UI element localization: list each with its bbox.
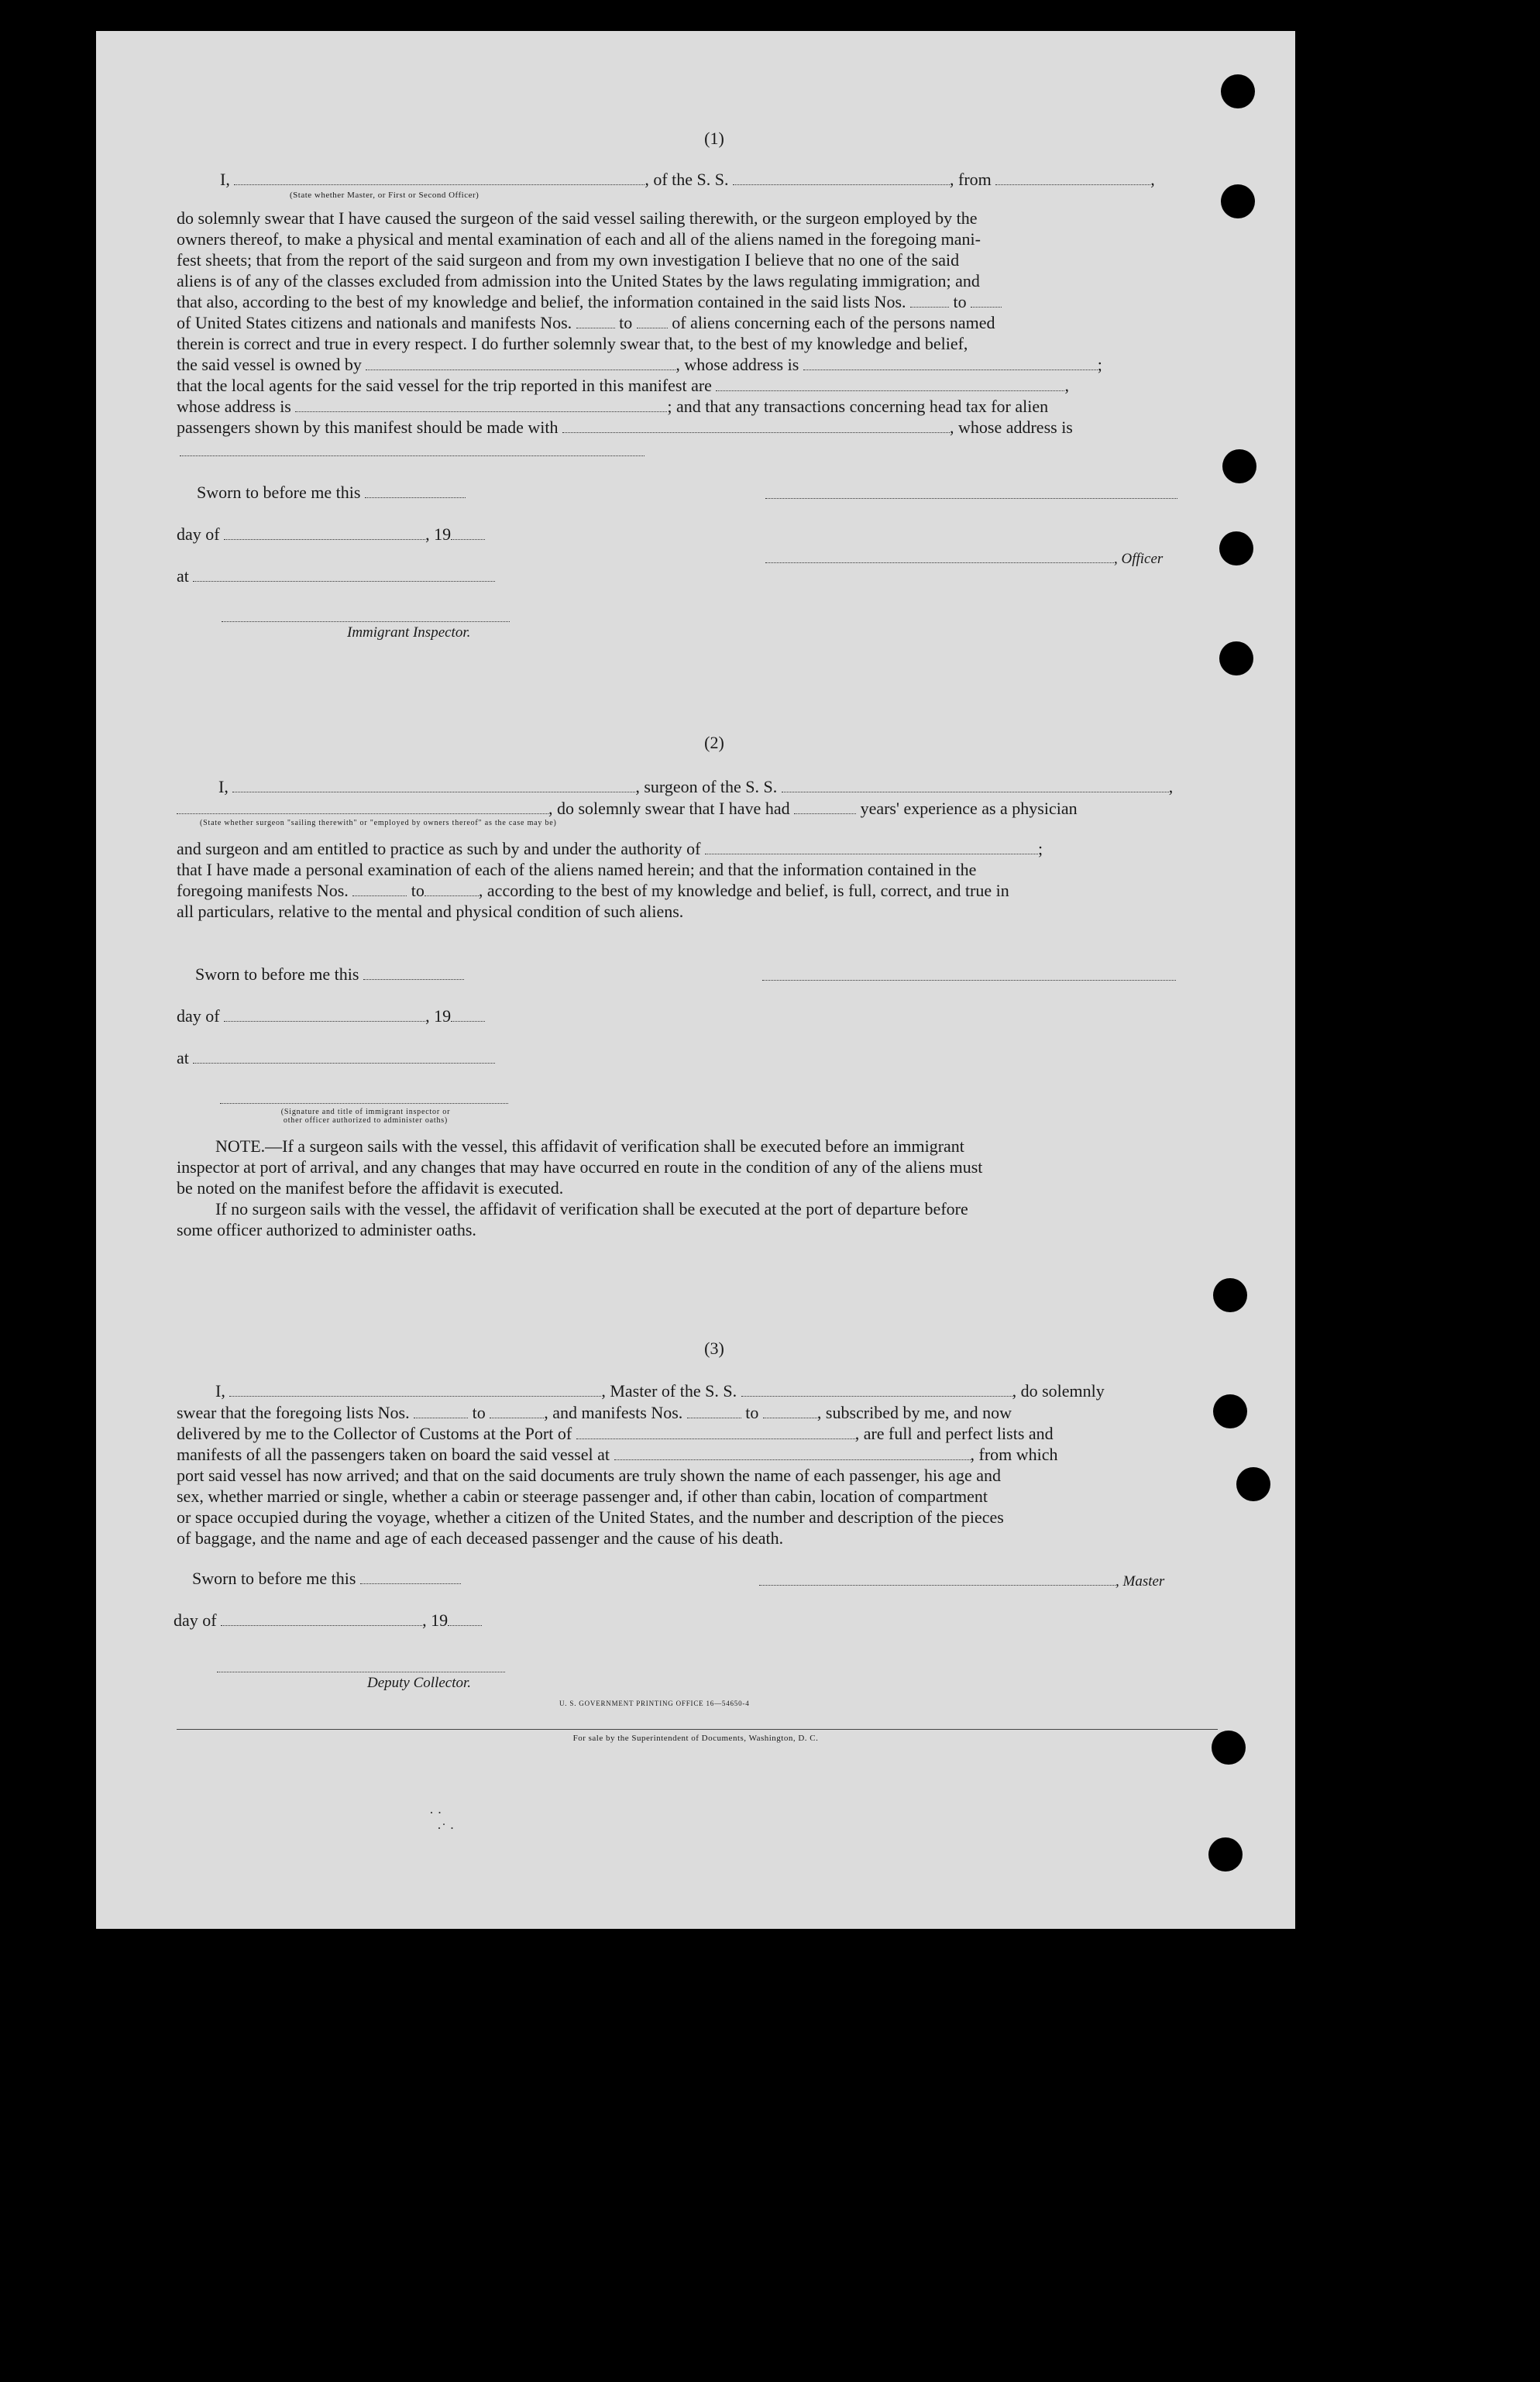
s1-owner-field[interactable] bbox=[366, 356, 675, 370]
s3-vessel-field[interactable] bbox=[741, 1382, 1012, 1397]
s1-body-line: passengers shown by this manifest should be made with bbox=[177, 418, 559, 437]
s1-manifest-from-field[interactable] bbox=[576, 314, 615, 328]
section-3-number: (3) bbox=[704, 1339, 724, 1358]
s3-day-of: day of , 19 bbox=[174, 1610, 482, 1631]
s2-at-field[interactable] bbox=[193, 1049, 495, 1064]
s1-at-field[interactable] bbox=[193, 567, 495, 582]
s1-month-field[interactable] bbox=[224, 525, 425, 540]
s2-manifest-from-field[interactable] bbox=[352, 882, 407, 896]
s1-body-line: owners thereof, to make a physical and mental examination of each and all of the aliens named in the foregoing mani- bbox=[177, 229, 981, 249]
s1-body-line: fest sheets; that from the report of the said surgeon and from my own investigation I believe that no one of the said bbox=[177, 250, 960, 270]
s1-intro-line: I, , of the S. S. , from , bbox=[220, 170, 1155, 189]
s2-intro-line-2: , do solemnly swear that I have had years' experience as a physician bbox=[177, 798, 1078, 819]
s2-body-line: foregoing manifests Nos. bbox=[177, 881, 349, 900]
s1-owner-address-field[interactable] bbox=[803, 356, 1098, 370]
s3-collector-label: Deputy Collector. bbox=[367, 1675, 472, 1691]
s1-inspector-label: Immigrant Inspector. bbox=[347, 624, 471, 641]
s2-signature-note: (Signature and title of immigrant inspector or other officer authorized to administer oaths) bbox=[280, 1108, 451, 1125]
s2-sailing-field[interactable] bbox=[177, 799, 548, 814]
s1-manifest-to-field[interactable] bbox=[637, 314, 668, 328]
ink-smudge: · · bbox=[429, 1805, 442, 1820]
s1-officer-note: (State whether Master, or First or Second Officer) bbox=[290, 191, 480, 200]
s2-note-line: NOTE.—If a surgeon sails with the vessel, this affidavit of verification shall be executed before an immigrant bbox=[215, 1136, 964, 1156]
s1-from-field[interactable] bbox=[995, 170, 1150, 185]
s1-body: do solemnly swear that I have caused the surgeon of the said vessel sailing therewith, or the surgeon employed by the owners thereof, to make a physical and mental examination of each and all of the aliens named in the foregoing mani- fest sheets; that from the report of the said surgeon and from my own investigation I believe that no one of the said aliens is of any of the classes excluded from admission into the United States by the laws regulating immigration; and that also, according to the best of my knowledge and belief, the information contained in the said lists Nos. to of United States citizens and nationals and manifests Nos. to of aliens concerning each of the persons named therein is correct and true in every respect. I do further solemnly swear that, to the best of my knowledge and belief, the said vessel is owned by , whose address is ; that the local agents for the said vessel for the trip reported in this manifest are , whose address is ; and that any transactions concerning head tax for alien passengers shown by this manifest should be made with , whose address is bbox=[177, 208, 1218, 438]
punch-hole bbox=[1222, 449, 1256, 483]
s1-body-line: whose address is bbox=[177, 397, 291, 416]
punch-hole bbox=[1219, 531, 1253, 565]
s3-intro-line: I, , Master of the S. S. , do solemnly bbox=[215, 1381, 1105, 1401]
s1-agents-address-field[interactable] bbox=[295, 397, 667, 412]
s1-agents-field[interactable] bbox=[716, 376, 1064, 391]
s2-body-line: all particulars, relative to the mental and physical condition of such aliens. bbox=[177, 902, 684, 921]
ink-smudge: ·˙ · bbox=[437, 1820, 455, 1836]
punch-hole bbox=[1236, 1467, 1270, 1501]
s2-surgeon-signature-line[interactable] bbox=[762, 980, 1176, 981]
s2-note-block bbox=[177, 1136, 1218, 1240]
s1-at: at bbox=[177, 565, 495, 586]
s2-vessel-field[interactable] bbox=[782, 778, 1169, 792]
s3-sworn: Sworn to before me this bbox=[192, 1568, 461, 1589]
s2-surgeon-note: (State whether surgeon "sailing therewith" or "employed by owners thereof" as the case may be) bbox=[200, 819, 557, 827]
s3-month-field[interactable] bbox=[221, 1611, 422, 1626]
s1-body-line: therein is correct and true in every respect. I do further solemnly swear that, to the best of my knowledge and belief, bbox=[177, 334, 968, 353]
s1-year-field[interactable] bbox=[451, 525, 485, 540]
s1-body-line: that also, according to the best of my knowledge and belief, the information contained in the said lists Nos. bbox=[177, 292, 906, 311]
s1-body-line: aliens is of any of the classes excluded from admission into the United States by the laws regulating immigration; and bbox=[177, 271, 980, 290]
s3-body-line: manifests of all the passengers taken on board the said vessel at bbox=[177, 1445, 610, 1464]
s3-year-field[interactable] bbox=[448, 1611, 482, 1626]
s1-day-of: day of , 19 bbox=[177, 524, 485, 545]
s1-officer-title-line: , Officer bbox=[765, 547, 1163, 569]
s1-head-tax-field[interactable] bbox=[562, 418, 950, 433]
section-2-number: (2) bbox=[704, 733, 724, 752]
s1-vessel-field[interactable] bbox=[733, 170, 950, 185]
s2-authority-field[interactable] bbox=[705, 840, 1038, 854]
s3-body-line: of baggage, and the name and age of each deceased passenger and the cause of his death. bbox=[177, 1528, 784, 1548]
s1-body-line: that the local agents for the said vessel for the trip reported in this manifest are bbox=[177, 376, 712, 395]
s3-manifest-from-field[interactable] bbox=[687, 1404, 741, 1418]
s3-body-line: port said vessel has now arrived; and that on the said documents are truly shown the name of each passenger, his age and bbox=[177, 1466, 1001, 1485]
s3-lists-from-field[interactable] bbox=[414, 1404, 468, 1418]
s1-lists-to-field[interactable] bbox=[971, 293, 1002, 308]
punch-hole bbox=[1213, 1278, 1247, 1312]
s2-sworn-day-field[interactable] bbox=[363, 965, 464, 980]
punch-hole bbox=[1213, 1394, 1247, 1428]
s2-surgeon-name-field[interactable] bbox=[232, 778, 635, 792]
s3-master-name-field[interactable] bbox=[229, 1382, 601, 1397]
s2-at: at bbox=[177, 1047, 495, 1068]
s2-intro-line: I, , surgeon of the S. S. , bbox=[218, 777, 1174, 796]
punch-hole bbox=[1221, 184, 1255, 218]
gpo-imprint: U. S. GOVERNMENT PRINTING OFFICE 16—54650-4 bbox=[559, 1700, 750, 1707]
s2-day-of: day of , 19 bbox=[177, 1005, 485, 1026]
s3-boarding-port-field[interactable] bbox=[614, 1445, 971, 1460]
s3-body-line: swear that the foregoing lists Nos. bbox=[177, 1403, 410, 1422]
s1-address-continuation-line[interactable] bbox=[180, 455, 645, 456]
section-1-number: (1) bbox=[704, 129, 724, 148]
s1-officer-name-field[interactable] bbox=[234, 170, 645, 185]
s3-body-line: or space occupied during the voyage, whether a citizen of the United States, and the number and description of the pieces bbox=[177, 1507, 1004, 1527]
sale-notice: For sale by the Superintendent of Documents, Washington, D. C. bbox=[572, 1734, 819, 1743]
s3-master-signature-field[interactable] bbox=[759, 1571, 1115, 1586]
s1-lists-from-field[interactable] bbox=[910, 293, 949, 308]
s2-sworn: Sworn to before me this bbox=[195, 964, 464, 985]
s3-body-line: sex, whether married or single, whether a cabin or steerage passenger and, if other than cabin, location of compartment bbox=[177, 1487, 988, 1506]
s1-body-line: of United States citizens and nationals and manifests Nos. bbox=[177, 313, 572, 332]
s1-body-line: do solemnly swear that I have caused the surgeon of the said vessel sailing therewith, or the surgeon employed by the bbox=[177, 208, 978, 228]
s3-lists-to-field[interactable] bbox=[490, 1404, 544, 1418]
s2-body-line: that I have made a personal examination of each of the aliens named herein; and that the information contained in the bbox=[177, 860, 977, 879]
s2-inspector-signature-line[interactable] bbox=[220, 1103, 508, 1104]
s2-year-field[interactable] bbox=[451, 1007, 485, 1022]
s2-years-field[interactable] bbox=[794, 799, 856, 814]
s1-inspector-signature-line[interactable] bbox=[222, 621, 510, 622]
punch-hole bbox=[1208, 1837, 1243, 1872]
punch-hole bbox=[1221, 74, 1255, 108]
s3-manifest-to-field[interactable] bbox=[763, 1404, 817, 1418]
s1-officer-title-field[interactable] bbox=[765, 548, 1114, 563]
s3-port-field[interactable] bbox=[576, 1425, 855, 1439]
s2-note-line: If no surgeon sails with the vessel, the affidavit of verification shall be executed at the port of departure before bbox=[215, 1199, 968, 1218]
s2-body-line: and surgeon and am entitled to practice as such by and under the authority of bbox=[177, 839, 701, 858]
s1-sworn: Sworn to before me this bbox=[197, 482, 466, 503]
document-page bbox=[96, 31, 1295, 1929]
s2-body: and surgeon and am entitled to practice as such by and under the authority of ; that I have made a personal examination of each of the aliens named herein; and that the information contained in the foregoing manifests Nos. to , according to the best of my knowledge and belief, is full, correct, and true in all particulars, relative to the mental and physical condition of such aliens. bbox=[177, 838, 1218, 922]
s2-manifest-to-field[interactable] bbox=[425, 882, 479, 896]
s3-sworn-day-field[interactable] bbox=[360, 1569, 461, 1584]
s3-body: swear that the foregoing lists Nos. to , and manifests Nos. to , subscribed by me, and now delivered by me to the Collector of Customs at the Port of , are full and perfect lists and manifests of all the passengers taken on board the said vessel at , from which port said vessel has now arrived; and that on the said documents are truly shown the name of each passenger, his age and sex, whether married or single, whether a cabin or steerage passenger and, if other than cabin, location of compartment or space occupied during the voyage, whether a citizen of the United States, and the number and description of the pieces of baggage, and the name and age of each deceased passenger and the cause of his death. bbox=[177, 1402, 1218, 1548]
s3-body-line: delivered by me to the Collector of Customs at the Port of bbox=[177, 1424, 572, 1443]
s2-note-line: some officer authorized to administer oaths. bbox=[177, 1220, 476, 1239]
footer-rule bbox=[177, 1729, 1218, 1730]
s2-note-line: inspector at port of arrival, and any changes that may have occurred en route in the condition of any of the aliens must bbox=[177, 1157, 983, 1177]
s1-sworn-day-field[interactable] bbox=[365, 483, 466, 498]
punch-hole bbox=[1219, 641, 1253, 675]
s1-body-line: the said vessel is owned by bbox=[177, 355, 362, 374]
s1-officer-signature-line[interactable] bbox=[765, 498, 1177, 499]
s3-master-signature: , Master bbox=[759, 1569, 1164, 1592]
s2-note-line: be noted on the manifest before the affidavit is executed. bbox=[177, 1178, 564, 1198]
punch-hole bbox=[1212, 1731, 1246, 1765]
s2-month-field[interactable] bbox=[224, 1007, 425, 1022]
